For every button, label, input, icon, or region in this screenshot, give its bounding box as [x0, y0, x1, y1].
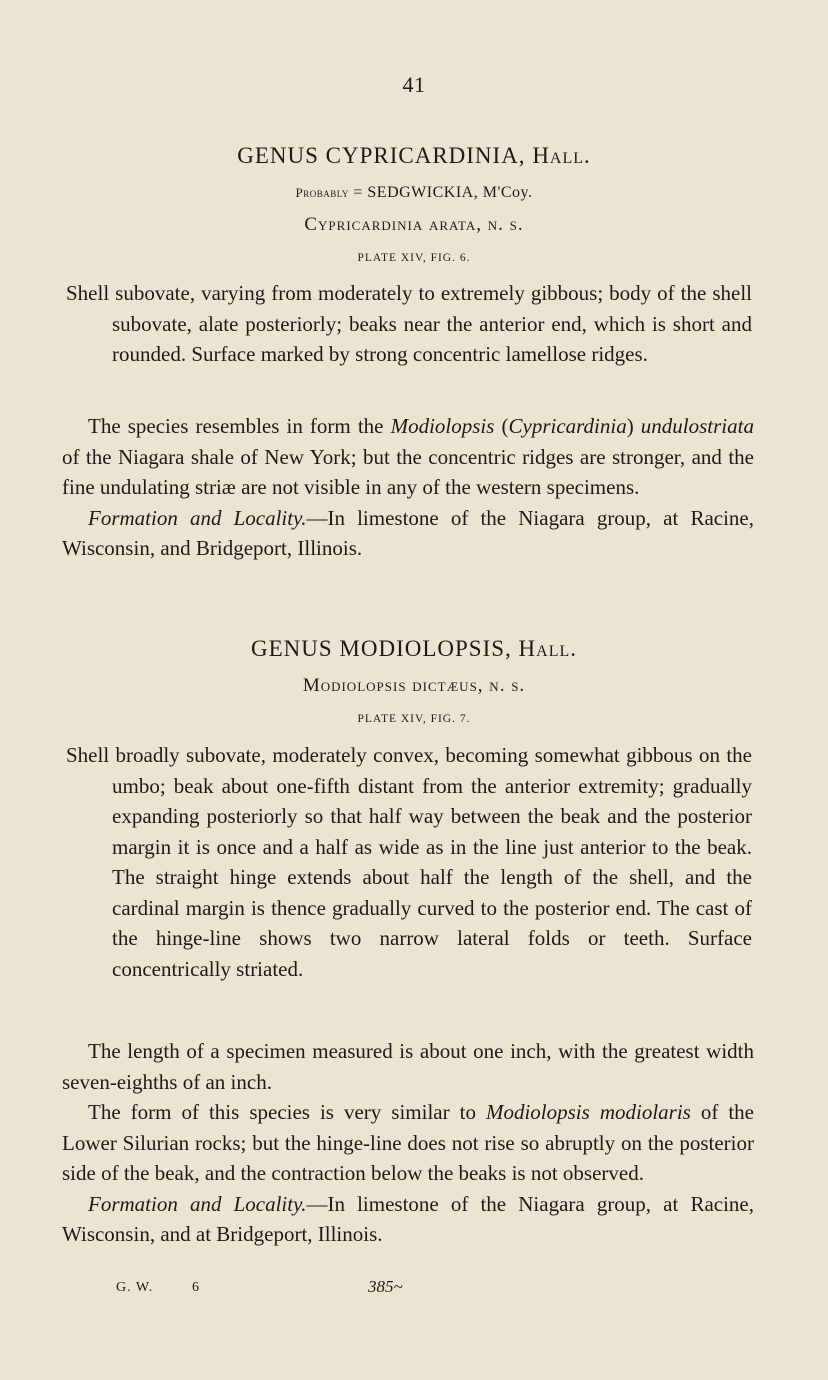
synonym-label: Probably [295, 185, 349, 200]
formation-paragraph: Formation and Locality.—In limestone of the Niagara group, at Racine, Wisconsin, and Bridgeport, Illinois. [62, 505, 754, 560]
page-number: 41 [402, 72, 426, 97]
formation-paragraph: Formation and Locality.—In limestone of the Niagara group, at Racine, Wisconsin, and at Bridgeport, Illinois. [62, 1191, 754, 1246]
plate-reference-2: PLATE XIV, FIG. 7. [357, 713, 471, 725]
genus-name: GENUS MODIOLOPSIS, [250, 636, 519, 661]
formation-label: Formation and Locality. [88, 1191, 307, 1216]
handwritten-number: 385~ [368, 1277, 403, 1296]
formation-label: Formation and Locality. [88, 505, 307, 530]
remarks-paragraph: The species resembles in form the Modiolopsis (Cypricardinia) undulostriata of the Niagara shale of New York; but the concentric ridges are stronger, and the fine undulating striæ are not visible in any of the western specimens. [62, 414, 754, 499]
measure-paragraph: The length of a specimen measured is about one inch, with the greatest width seven-eighths of an inch. [62, 1039, 754, 1094]
taxon-name: undulostriata [640, 414, 754, 438]
remarks-arata [62, 411, 754, 564]
genus-name: GENUS CYPRICARDINIA, [237, 143, 533, 168]
compare-paragraph: The form of this species is very similar to Modiolopsis modiolaris of the Lower Silurian rocks; but the hinge-line does not rise so abruptly on the posterior side of the beak, and the contraction below the beaks is not observed. [62, 1100, 754, 1185]
synonym-line [0, 184, 828, 202]
sheet-number: 6 [192, 1280, 200, 1295]
genus-author: Hall. [518, 636, 578, 661]
taxon-name: Modiolopsis [390, 414, 495, 438]
genus-heading-modiolopsis [0, 636, 828, 662]
description-dictaeus: Shell broadly subovate, moderately convex, becoming somewhat gibbous on the umbo; beak about one-fifth distant from the anterior extremity; gradually expanding posteriorly so that half way between the beak and the posterior margin it is once and a half as wide as in the line just anterior to the beak. The straight hinge extends about half the length of the shell, and the cardinal margin is thence gradually curved to the posterior end. The cast of the hinge-line shows two narrow lateral folds or teeth. Surface concentrically striated. [66, 743, 752, 981]
synonym-text: = SEDGWICKIA, M'Coy. [348, 184, 533, 201]
genus-heading-cypricardinia [0, 143, 828, 169]
plate-reference-1: PLATE XIV, FIG. 6. [357, 252, 471, 264]
signature-mark: G. W. [116, 1280, 154, 1295]
species-heading-dictaeus: Modiolopsis dictæus, n. s. [302, 675, 526, 696]
remarks-dictaeus [62, 1036, 754, 1250]
taxon-name: Cypricardinia [508, 414, 627, 438]
genus-author: Hall. [532, 143, 591, 168]
taxon-name: Modiolopsis modiolaris [485, 1100, 691, 1124]
species-heading-arata: Cypricardinia arata, n. s. [304, 214, 524, 235]
description-arata: Shell subovate, varying from moderately to extremely gibbous; body of the shell subovate, alate posteriorly; beaks near the anterior end, which is short and rounded. Surface marked by strong concentric lamellose ridges. [66, 281, 752, 366]
